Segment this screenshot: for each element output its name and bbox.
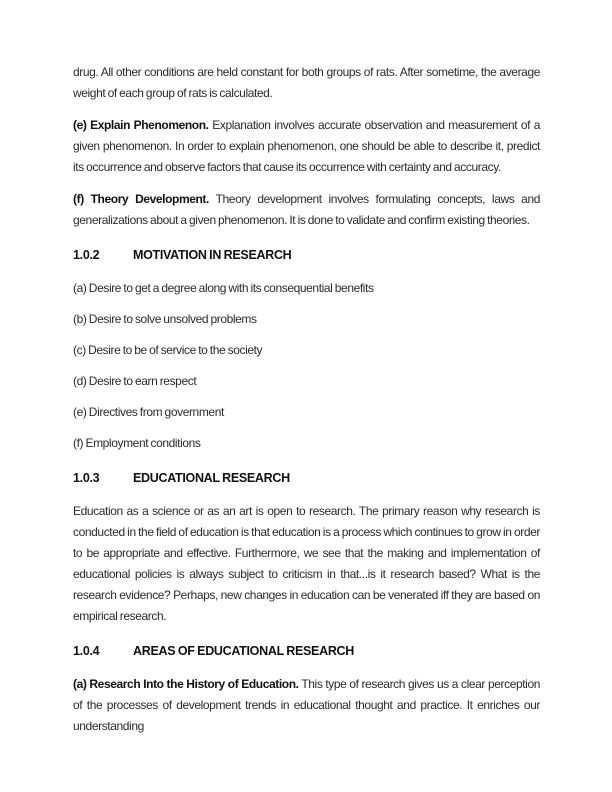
paragraph-continuation: drug. All other conditions are held constant for both groups of rats. After sometime, the average weight of each group of rats is calculated. [73, 65, 540, 100]
list-item-motivation-d: (d) Desire to earn respect [73, 374, 197, 388]
section-title: AREAS OF EDUCATIONAL RESEARCH [133, 644, 354, 658]
paragraph-text: Explanation involves accurate observation and measurement of a given phenomenon. In order to explain phenomenon, one should be able to describe it, predict its occurrence and observe factors that cause its occurrence with certainty and accuracy. [73, 118, 540, 174]
section-heading-motivation-in-research [73, 245, 540, 266]
section-heading-educational-research [73, 468, 540, 489]
paragraph-history-of-education [73, 674, 540, 737]
list-item-motivation-e: (e) Directives from government [73, 405, 224, 419]
section-number: 1.0.4 [73, 644, 100, 658]
section-heading-areas-of-educational-research [73, 641, 540, 662]
section-title: MOTIVATION IN RESEARCH [133, 248, 292, 262]
run-in-heading-history-of-education: (a) Research Into the History of Education. [73, 677, 299, 691]
list-item-motivation-c: (c) Desire to be of service to the society [73, 343, 263, 357]
list-item-motivation-a: (a) Desire to get a degree along with its consequential benefits [73, 281, 374, 295]
paragraph-educational-research: Education as a science or as an art is open to research. The primary reason why research is conducted in the field of education is that education is a process which continues to grow in order to be appropriate and effective. Furthermore, we see that the making and implementation of educational policies is always subject to criticism in that...is it research based? What is the research evidence? Perhaps, new changes in education can be venerated iff they are based on empirical research. [73, 504, 540, 623]
paragraph-text: This type of research gives us a clear perception of the processes of development trends in educational thought and practice. It enriches our understanding [73, 677, 540, 733]
list-item-motivation-b: (b) Desire to solve unsolved problems [73, 312, 257, 326]
paragraph-explain-phenomenon [73, 115, 540, 178]
section-number: 1.0.3 [73, 471, 100, 485]
section-number: 1.0.2 [73, 248, 100, 262]
paragraph-text: Theory development involves formulating concepts, laws and generalizations about a given phenomenon. It is done to validate and confirm existing theories. [73, 192, 540, 227]
section-title: EDUCATIONAL RESEARCH [133, 471, 290, 485]
list-item-motivation-f: (f) Employment conditions [73, 436, 201, 450]
run-in-heading-explain-phenomenon: (e) Explain Phenomenon. [73, 118, 209, 132]
run-in-heading-theory-development: (f) Theory Development. [73, 192, 209, 206]
paragraph-theory-development [73, 189, 540, 231]
